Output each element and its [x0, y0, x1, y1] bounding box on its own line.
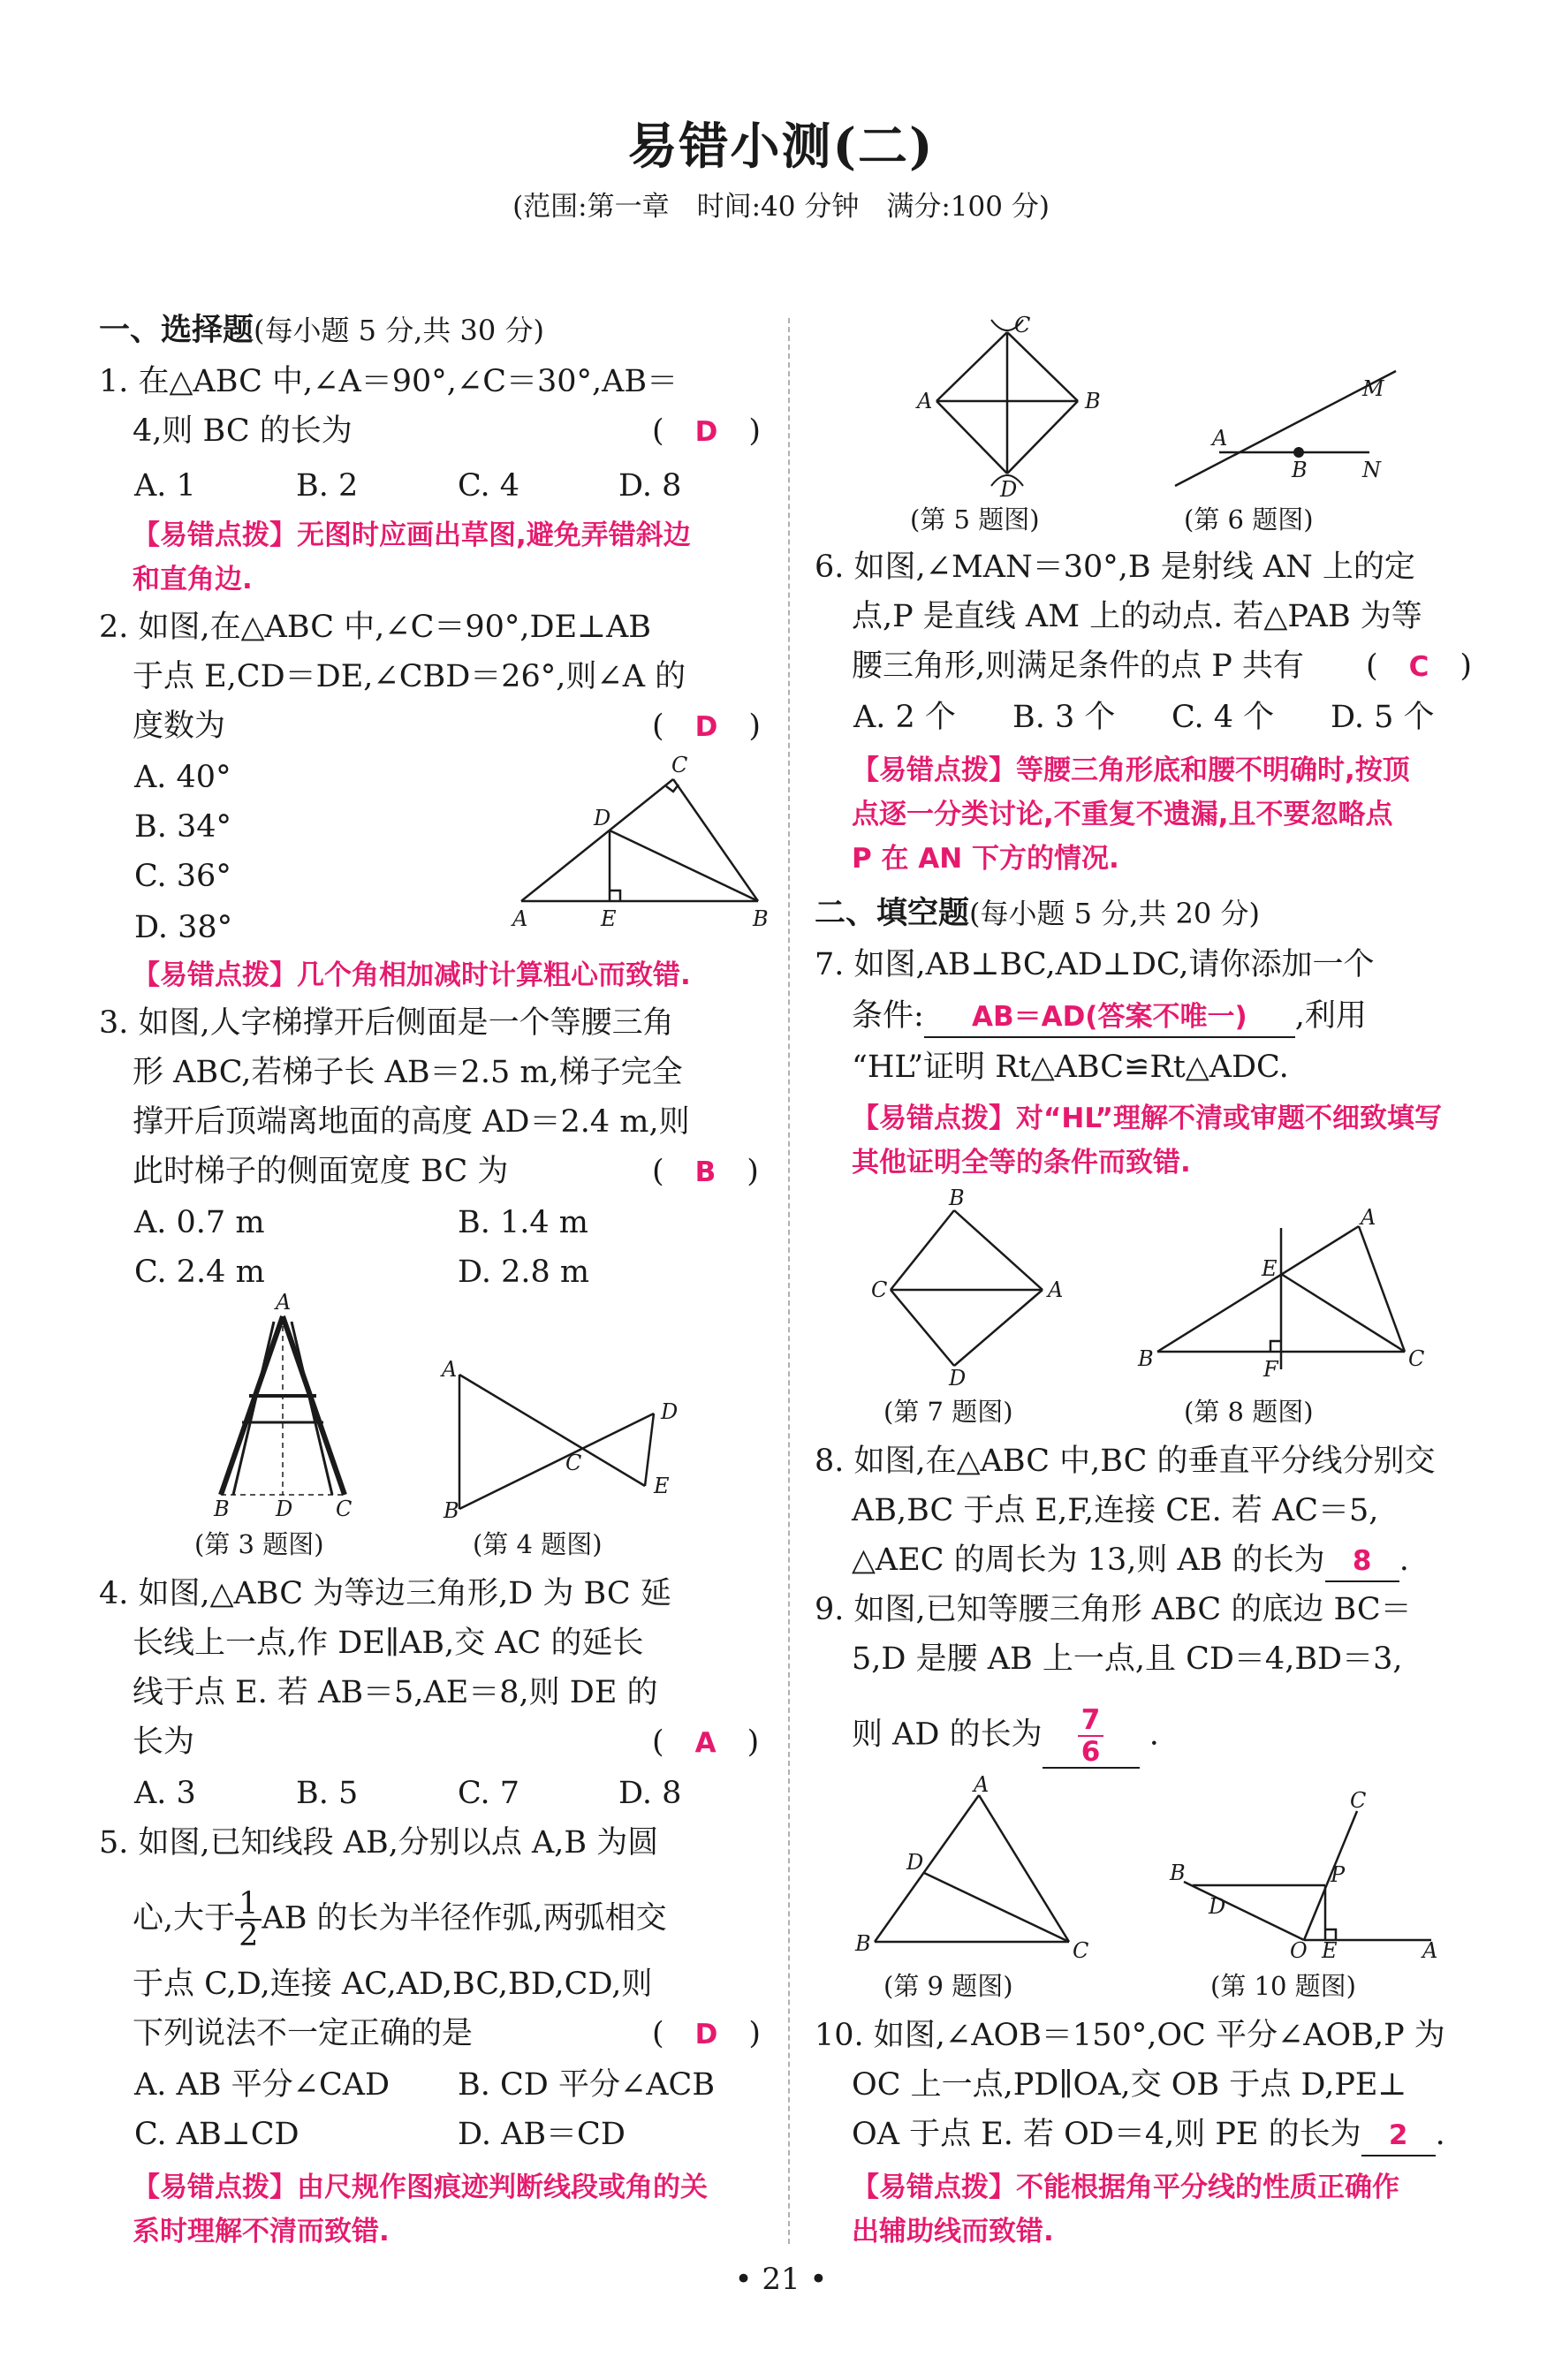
svg-text:B: B: [949, 1186, 965, 1210]
q7-tip-2: 其他证明全等的条件而致错.: [852, 1147, 1191, 1179]
q6-option-c: C. 4 个: [1172, 700, 1275, 735]
svg-text:D: D: [1209, 1894, 1226, 1919]
q3-option-c: C. 2.4 m: [134, 1254, 265, 1290]
q2-option-d: D. 38°: [134, 910, 233, 945]
q6-tip-2: 点逐一分类讨论,不重复不遗漏,且不要忽略点: [852, 799, 1393, 830]
q7-figure: [866, 1186, 1078, 1391]
fig3-caption: (第 3 题图): [194, 1529, 324, 1559]
section-choice-title: 一、选择题: [99, 312, 254, 348]
svg-text:A: A: [512, 906, 528, 931]
q4-line-3: 线于点 E. 若 AB＝5,AE＝8,则 DE 的: [133, 1675, 658, 1710]
page-title: 易错小测(二): [627, 117, 935, 176]
q7-line-2-post: ,利用: [1294, 998, 1367, 1034]
svg-text:E: E: [654, 1474, 670, 1498]
svg-text:A: A: [1422, 1938, 1438, 1963]
svg-text:B: B: [855, 1931, 871, 1956]
q5-line-1: 5. 如图,已知线段 AB,分别以点 A,B 为圆: [99, 1825, 659, 1861]
q1-answer: D: [694, 416, 718, 448]
q2-option-c: C. 36°: [134, 859, 231, 894]
test-meta: (范围:第一章 时间:40 分钟 满分:100 分): [512, 191, 1050, 223]
q5-fraction: [235, 1886, 262, 1953]
q7-tip-1: 【易错点拨】对“HL”理解不清或审题不细致填写: [852, 1103, 1443, 1134]
q1-option-c: C. 4: [458, 468, 520, 504]
svg-text:B: B: [444, 1498, 459, 1523]
q2-line-3: 度数为: [133, 709, 226, 744]
q2-line-1: 2. 如图,在△ABC 中,∠C＝90°,DE⊥AB: [99, 610, 652, 645]
q3-ladder-figure: [203, 1290, 371, 1521]
q8-answer: 8: [1352, 1545, 1372, 1577]
section-choice-heading: [99, 311, 544, 350]
svg-text:C: C: [336, 1497, 353, 1521]
svg-text:C: C: [1408, 1346, 1425, 1371]
q5-option-d: D. AB＝CD: [458, 2117, 626, 2152]
svg-text:D: D: [276, 1497, 293, 1521]
q4-line-2: 长线上一点,作 DE∥AB,交 AC 的延长: [133, 1626, 644, 1661]
q4-option-d: D. 8: [618, 1776, 682, 1811]
q5-option-b: B. CD 平分∠ACB: [458, 2067, 716, 2103]
q2-option-b: B. 34°: [134, 809, 232, 845]
q8-line-1: 8. 如图,在△ABC 中,BC 的垂直平分线分别交: [815, 1444, 1436, 1479]
q9-line-1: 9. 如图,已知等腰三角形 ABC 的底边 BC＝: [815, 1592, 1412, 1627]
q2-option-a: A. 40°: [134, 760, 231, 795]
svg-text:A: A: [974, 1772, 990, 1797]
svg-text:B: B: [1138, 1346, 1154, 1371]
q5-line-2-pre: 心,大于: [133, 1900, 236, 1937]
q3-answer: B: [694, 1156, 717, 1188]
q5-line-2-post: AB 的长为半径作弧,两弧相交: [262, 1900, 667, 1937]
q4-answer-paren: ( A ): [652, 1724, 760, 1760]
svg-text:B: B: [1170, 1861, 1186, 1885]
q2-line-2: 于点 E,CD＝DE,∠CBD＝26°,则∠A 的: [133, 659, 686, 694]
q10-line-3-pre: OA 于点 E. 若 OD＝4,则 PE 的长为: [852, 2117, 1361, 2152]
q9-figure: [848, 1772, 1104, 1963]
fig6-caption: (第 6 题图): [1184, 504, 1314, 534]
svg-text:A: A: [442, 1357, 458, 1382]
fig5-caption: (第 5 题图): [910, 504, 1040, 534]
q6-tip-1: 【易错点拨】等腰三角形底和腰不明确时,按顶: [852, 754, 1410, 786]
q2-answer: D: [694, 711, 718, 743]
q6-answer: C: [1408, 651, 1429, 683]
q7-line-2: [852, 997, 1367, 1038]
svg-text:E: E: [601, 906, 617, 931]
q1-answer-paren: ( D ): [652, 413, 762, 449]
q3-answer-paren: ( B ): [652, 1154, 759, 1189]
q4-line-4: 长为: [133, 1724, 195, 1760]
q10-tip-1: 【易错点拨】不能根据角平分线的性质正确作: [852, 2172, 1399, 2203]
q4-option-c: C. 7: [458, 1776, 520, 1811]
q9-answer-num: 7: [1078, 1705, 1104, 1737]
q3-line-3: 撑开后顶端离地面的高度 AD＝2.4 m,则: [133, 1104, 690, 1140]
q9-line-3: 则 AD 的长为 $\frac{7}{6}$ .: [852, 1704, 1159, 1768]
page-number: • 21 •: [734, 2262, 828, 2297]
q5-line-3: 于点 C,D,连接 AC,AD,BC,BD,CD,则: [133, 1967, 653, 2002]
q5-option-c: C. AB⊥CD: [134, 2117, 300, 2152]
q6-line-3: 腰三角形,则满足条件的点 P 共有: [852, 648, 1304, 684]
q3-option-d: D. 2.8 m: [458, 1254, 590, 1290]
q10-line-2: OC 上一点,PD∥OA,交 OB 于点 D,PE⊥: [852, 2067, 1407, 2103]
q10-line-1: 10. 如图,∠AOB＝150°,OC 平分∠AOB,P 为: [815, 2018, 1445, 2053]
svg-text:D: D: [661, 1399, 679, 1424]
q1-option-b: B. 2: [296, 468, 359, 504]
svg-text:N: N: [1362, 458, 1381, 482]
svg-text:C: C: [871, 1277, 888, 1302]
section-choice-hint: (每小题 5 分,共 30 分): [254, 314, 544, 347]
q5-fraction-num: 1: [235, 1889, 262, 1921]
q10-answer-blank: [1361, 2115, 1436, 2156]
q8-answer-blank: [1325, 1541, 1399, 1582]
q3-line-2: 形 ABC,若梯子长 AB＝2.5 m,梯子完全: [133, 1055, 683, 1090]
svg-text:D: D: [594, 806, 611, 830]
svg-text:A: A: [276, 1290, 292, 1315]
q5-fraction-den: 2: [239, 1918, 259, 1953]
svg-text:C: C: [1350, 1788, 1367, 1813]
svg-text:D: D: [1000, 477, 1018, 502]
svg-text:D: D: [949, 1366, 967, 1391]
q10-line-3: OA 于点 E. 若 OD＝4,则 PE 的长为 2 .: [852, 2115, 1445, 2156]
section-fill-hint: (每小题 5 分,共 20 分): [969, 897, 1260, 930]
q7-answer: AB＝AD(答案不唯一): [971, 1001, 1247, 1033]
q1-tip-2: 和直角边.: [133, 564, 253, 595]
q1-option-d: D. 8: [618, 468, 682, 504]
q5-answer: D: [694, 2019, 718, 2050]
q6-line-2: 点,P 是直线 AM 上的动点. 若△PAB 为等: [852, 599, 1422, 634]
q6-tip-3: P 在 AN 下方的情况.: [852, 843, 1119, 875]
q9-answer: [1078, 1705, 1104, 1767]
svg-text:E: E: [1322, 1938, 1338, 1963]
q10-figure: [1149, 1776, 1440, 1961]
svg-text:P: P: [1331, 1862, 1346, 1887]
fig7-caption: (第 7 题图): [883, 1397, 1013, 1427]
svg-text:B: B: [214, 1497, 230, 1521]
svg-text:C: C: [565, 1451, 582, 1475]
q6-option-d: D. 5 个: [1331, 700, 1435, 735]
svg-text:B: B: [1085, 389, 1101, 413]
column-divider: [788, 318, 790, 2244]
section-fill-title: 二、填空题: [815, 895, 970, 931]
fig4-caption: (第 4 题图): [473, 1529, 603, 1559]
q6-answer-paren: ( C ): [1366, 648, 1473, 684]
svg-text:A: A: [1361, 1205, 1376, 1230]
q5-answer-paren: ( D ): [652, 2016, 762, 2051]
q7-answer-blank: [924, 997, 1295, 1038]
svg-text:O: O: [1290, 1938, 1308, 1963]
q2-figure: [512, 753, 777, 936]
q3-option-b: B. 1.4 m: [458, 1205, 588, 1240]
q9-line-3-pre: 则 AD 的长为: [852, 1717, 1043, 1753]
q6-option-b: B. 3 个: [1012, 700, 1116, 735]
svg-text:B: B: [1292, 458, 1308, 482]
q6-figure: [1166, 353, 1414, 495]
q9-answer-den: 6: [1081, 1736, 1101, 1768]
q4-answer: A: [694, 1727, 717, 1759]
q1-option-a: A. 1: [134, 468, 196, 504]
q3-line-4: 此时梯子的侧面宽度 BC 为: [133, 1154, 509, 1189]
svg-text:M: M: [1362, 376, 1384, 401]
q2-tip-1: 【易错点拨】几个角相加减时计算粗心而致错.: [133, 959, 691, 991]
q9-answer-blank: [1043, 1705, 1140, 1769]
svg-text:A: A: [1048, 1277, 1064, 1302]
q5-line-2: [133, 1886, 667, 1953]
q5-line-4: 下列说法不一定正确的是: [133, 2016, 474, 2051]
svg-text:E: E: [1262, 1256, 1278, 1281]
q5-figure: [910, 315, 1122, 500]
q6-option-a: A. 2 个: [853, 700, 956, 735]
q7-line-1: 7. 如图,AB⊥BC,AD⊥DC,请你添加一个: [815, 947, 1375, 982]
q9-line-2: 5,D 是腰 AB 上一点,且 CD＝4,BD＝3,: [852, 1641, 1403, 1677]
svg-text:C: C: [671, 753, 688, 777]
q7-line-3: “HL”证明 Rt△ABC≌Rt△ADC.: [852, 1050, 1289, 1085]
q5-option-a: A. AB 平分∠CAD: [134, 2067, 390, 2103]
svg-text:A: A: [917, 389, 933, 413]
q4-option-a: A. 3: [134, 1776, 196, 1811]
fig8-caption: (第 8 题图): [1184, 1397, 1314, 1427]
q1-line-2: 4,则 BC 的长为: [133, 413, 353, 449]
q3-line-1: 3. 如图,人字梯撑开后侧面是一个等腰三角: [99, 1005, 674, 1041]
q10-tip-2: 出辅助线而致错.: [852, 2216, 1054, 2247]
q8-line-3-pre: △AEC 的周长为 13,则 AB 的长为: [852, 1542, 1325, 1578]
q1-tip-1: 【易错点拨】无图时应画出草图,避免弄错斜边: [133, 519, 691, 551]
svg-text:A: A: [1212, 426, 1228, 451]
q6-line-1: 6. 如图,∠MAN＝30°,B 是射线 AN 上的定: [815, 550, 1415, 585]
svg-text:C: C: [1073, 1938, 1089, 1963]
section-fill-heading: [815, 894, 1260, 933]
fig9-caption: (第 9 题图): [883, 1971, 1013, 2001]
svg-text:F: F: [1263, 1357, 1278, 1382]
q4-option-b: B. 5: [296, 1776, 359, 1811]
q4-line-1: 4. 如图,△ABC 为等边三角形,D 为 BC 延: [99, 1576, 671, 1611]
q1-line-1: 1. 在△ABC 中,∠A＝90°,∠C＝30°,AB＝: [99, 364, 679, 399]
q8-figure: [1131, 1205, 1425, 1382]
q2-answer-paren: ( D ): [652, 709, 762, 744]
q7-line-2-pre: 条件:: [852, 998, 924, 1034]
svg-text:C: C: [1014, 313, 1031, 337]
svg-text:D: D: [906, 1850, 924, 1875]
q8-line-2: AB,BC 于点 E,F,连接 CE. 若 AC＝5,: [852, 1493, 1379, 1528]
fig10-caption: (第 10 题图): [1210, 1971, 1356, 2001]
q3-option-a: A. 0.7 m: [134, 1205, 265, 1240]
q5-tip-2: 系时理解不清而致错.: [133, 2216, 390, 2247]
q5-tip-1: 【易错点拨】由尺规作图痕迹判断线段或角的关: [133, 2172, 708, 2203]
q8-line-3: △AEC 的周长为 13,则 AB 的长为 8 .: [852, 1541, 1409, 1582]
svg-text:B: B: [753, 906, 769, 931]
q4-figure: [442, 1357, 689, 1523]
q10-answer: 2: [1388, 2119, 1408, 2151]
